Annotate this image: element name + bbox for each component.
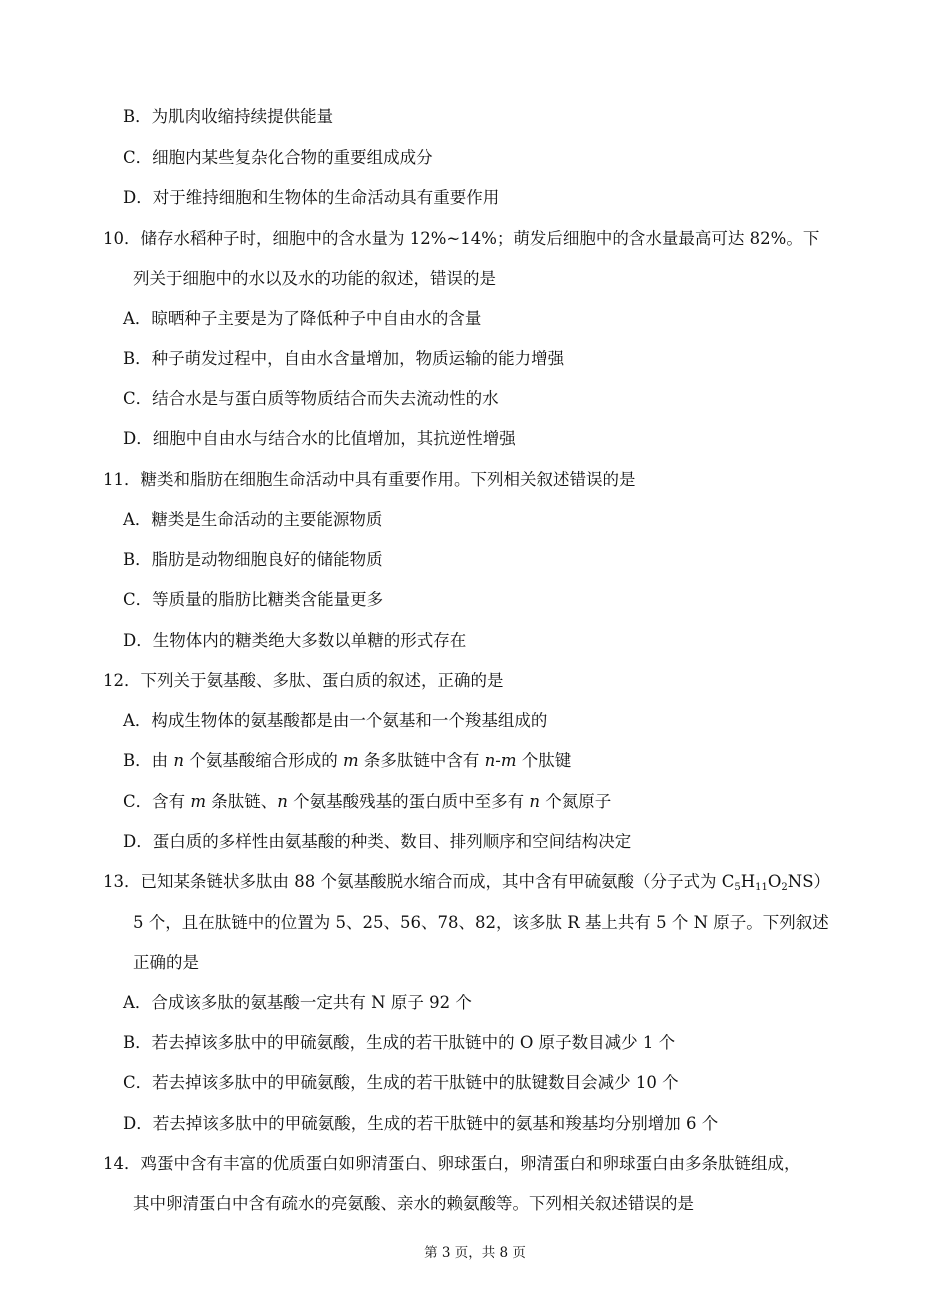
q10-stem-line1: 10．储存水稻种子时，细胞中的含水量为 12%~14%；萌发后细胞中的含水量最高可达 82%。下 [103,229,820,248]
q13-option-c: C．若去掉该多肽中的甲硫氨酸，生成的若干肽链中的肽键数目会减少 10 个 [123,1073,679,1092]
q10-stem-line2: 列关于细胞中的水以及水的功能的叙述，错误的是 [133,269,496,288]
q10-option-a: A．晾晒种子主要是为了降低种子中自由水的含量 [123,309,482,328]
q14-stem-line1: 14．鸡蛋中含有丰富的优质蛋白如卵清蛋白、卵球蛋白，卵清蛋白和卵球蛋白由多条肽链组成， [103,1154,801,1173]
q11-option-a: A．糖类是生命活动的主要能源物质 [123,510,383,529]
q10-option-d: D．细胞中自由水与结合水的比值增加，其抗逆性增强 [123,429,516,448]
q9-option-c: C．细胞内某些复杂化合物的重要组成成分 [123,148,433,167]
q12-option-a: A．构成生物体的氨基酸都是由一个氨基和一个羧基组成的 [123,711,548,730]
q13-stem-line2: 5 个，且在肽链中的位置为 5、25、56、78、82，该多肽 R 基上共有 5 个 N 原子。下列叙述 [133,913,829,932]
q13-stem-line1: 13．已知某条链状多肽由 88 个氨基酸脱水缩合而成，其中含有甲硫氨酸（分子式为 $C_5H_{11}O_2NS$） [103,872,831,893]
q12-option-b: B．由 n 个氨基酸缩合形成的 m 条多肽链中含有 n-m 个肽键 [123,751,572,770]
q11-option-d: D．生物体内的糖类绝大多数以单糖的形式存在 [123,631,467,650]
q13-option-a: A．合成该多肽的氨基酸一定共有 N 原子 92 个 [123,993,472,1012]
q10-option-b: B．种子萌发过程中，自由水含量增加，物质运输的能力增强 [123,349,565,368]
q12-stem: 12．下列关于氨基酸、多肽、蛋白质的叙述，正确的是 [103,671,504,690]
q9-option-d: D．对于维持细胞和生物体的生命活动具有重要作用 [123,188,500,207]
q11-stem: 11．糖类和脂肪在细胞生命活动中具有重要作用。下列相关叙述错误的是 [103,470,636,489]
q13-stem-line3: 正确的是 [133,953,199,972]
page-footer: 第 3 页，共 8 页 [424,1245,526,1261]
q12-option-d: D．蛋白质的多样性由氨基酸的种类、数目、排列顺序和空间结构决定 [123,832,632,851]
q12-option-c: C．含有 m 条肽链、n 个氨基酸残基的蛋白质中至多有 n 个氮原子 [123,792,612,811]
q13-option-d: D．若去掉该多肽中的甲硫氨酸，生成的若干肽链中的氨基和羧基均分别增加 6 个 [123,1114,719,1133]
q11-option-c: C．等质量的脂肪比糖类含能量更多 [123,590,384,609]
q13-option-b: B．若去掉该多肽中的甲硫氨酸，生成的若干肽链中的 O 原子数目减少 1 个 [123,1033,676,1052]
q10-option-c: C．结合水是与蛋白质等物质结合而失去流动性的水 [123,389,499,408]
q9-option-b: B．为肌肉收缩持续提供能量 [123,107,334,126]
q11-option-b: B．脂肪是动物细胞良好的储能物质 [123,550,383,569]
q14-stem-line2: 其中卵清蛋白中含有疏水的亮氨酸、亲水的赖氨酸等。下列相关叙述错误的是 [133,1194,694,1213]
